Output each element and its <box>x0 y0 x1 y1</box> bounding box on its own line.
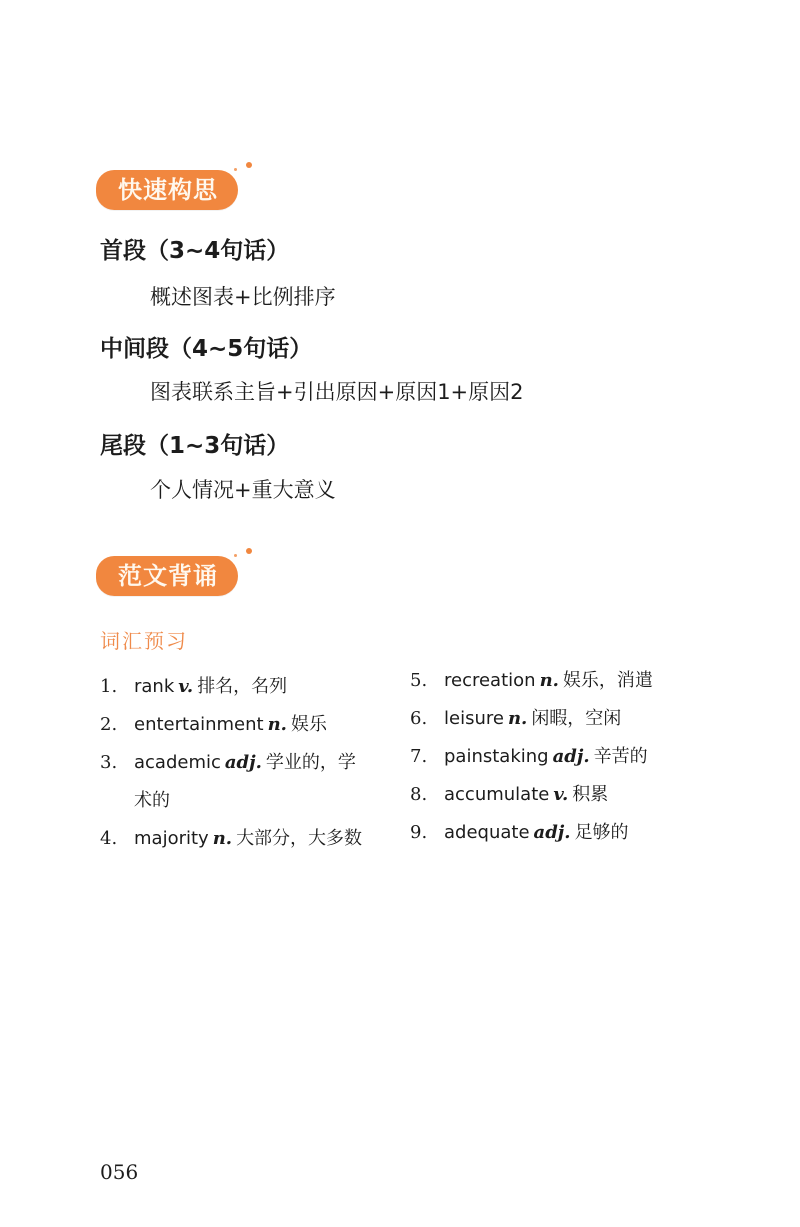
vocab-item <box>410 814 730 852</box>
vocab-number: 1. <box>100 676 118 697</box>
section-badge-outline <box>96 170 238 210</box>
vocab-title: 词汇预习 <box>100 629 188 653</box>
vocab-definition: 大部分，大多数 <box>236 828 363 849</box>
vocab-item <box>100 668 372 706</box>
vocab-item <box>100 820 372 858</box>
vocab-pos: n. <box>212 828 233 849</box>
vocab-pos: adj. <box>224 752 262 773</box>
vocab-number: 3. <box>100 752 118 773</box>
vocab-item <box>410 738 730 776</box>
vocab-definition: 积累 <box>572 784 609 805</box>
sparkle-icon <box>232 546 252 564</box>
vocab-number: 5. <box>410 670 428 691</box>
paragraph-heading-first: 首段（3~4句话） <box>100 238 290 264</box>
vocab-item <box>100 744 372 820</box>
paragraph-heading-middle: 中间段（4~5句话） <box>100 336 313 362</box>
vocab-definition: 足够的 <box>574 822 629 843</box>
vocab-list-right <box>410 662 730 852</box>
vocab-word: recreation <box>444 670 536 691</box>
vocab-number: 2. <box>100 714 118 735</box>
vocab-definition: 排名，名列 <box>197 676 288 697</box>
vocab-pos: n. <box>267 714 287 735</box>
paragraph-content-last: 个人情况+重大意义 <box>150 478 336 502</box>
vocab-definition: 闲暇，空闲 <box>531 708 622 729</box>
paragraph-content-middle: 图表联系主旨+引出原因+原因1+原因2 <box>150 380 524 404</box>
vocab-item <box>410 662 730 700</box>
paragraph-content-first: 概述图表+比例排序 <box>150 285 336 309</box>
vocab-number: 6. <box>410 708 428 729</box>
vocab-number: 7. <box>410 746 428 767</box>
vocab-word: majority <box>134 828 209 849</box>
paragraph-heading-last: 尾段（1~3句话） <box>100 433 290 459</box>
vocab-item <box>410 700 730 738</box>
vocab-pos: v. <box>553 784 569 805</box>
vocab-word: painstaking <box>444 746 549 767</box>
vocab-definition: 辛苦的 <box>593 746 648 767</box>
vocab-definition: 学业的，学术的 <box>134 752 356 811</box>
section-badge-essay-label: 范文背诵 <box>118 562 218 590</box>
vocab-number: 4. <box>100 828 118 849</box>
vocab-number: 9. <box>410 822 428 843</box>
vocab-definition: 娱乐 <box>290 714 327 735</box>
vocab-pos: adj. <box>533 822 571 843</box>
vocab-number: 8. <box>410 784 428 805</box>
vocab-list-left <box>100 668 372 858</box>
vocab-word: academic <box>134 752 221 773</box>
vocab-pos: n. <box>539 670 559 691</box>
vocab-item <box>410 776 730 814</box>
section-badge-outline-label: 快速构思 <box>118 176 218 204</box>
section-badge-essay <box>96 556 238 596</box>
page-number: 056 <box>100 1160 139 1184</box>
vocab-pos: v. <box>178 676 194 697</box>
vocab-word: adequate <box>444 822 530 843</box>
vocab-pos: adj. <box>552 746 590 767</box>
vocab-definition: 娱乐，消遣 <box>562 670 653 691</box>
vocab-pos: n. <box>507 708 528 729</box>
vocab-word: accumulate <box>444 784 550 805</box>
vocab-item <box>100 706 372 744</box>
vocab-word: leisure <box>444 708 504 729</box>
vocab-word: rank <box>134 676 175 697</box>
sparkle-icon <box>232 160 252 178</box>
vocab-word: entertainment <box>134 714 264 735</box>
